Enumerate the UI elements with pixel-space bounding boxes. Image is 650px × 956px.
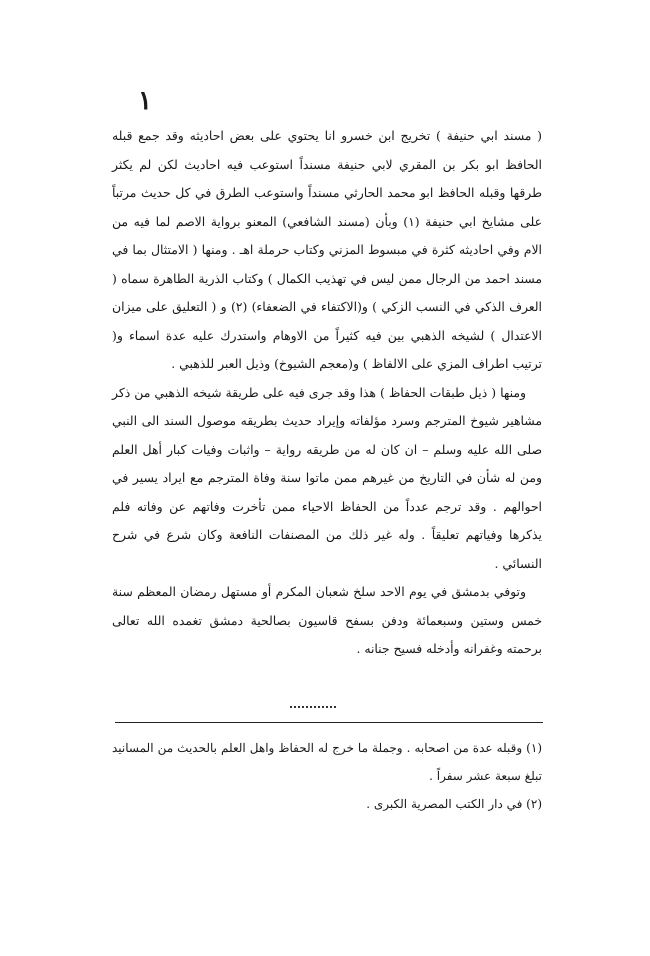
footnote-separator — [115, 722, 543, 723]
footnote-2: (٢) في دار الكتب المصرية الكبرى . — [366, 797, 542, 811]
paragraph-1: ( مسند ابي حنيفة ) تخريج ابن خسرو انا يحتوي على بعض احاديثه وقد جمع قبله الحافظ ابو بكر بن المقري لابي حنيفة مسنداً استوعب فيه احاديث لكن لم يكثر طرقها وقبله الحافظ ابو محمد الحارثي مسنداً واستوعب الطرق في كل حديث مرتباً على مشايخ ابي حنيفة (١) وبأن (مسند الشافعي) المعنو برواية الاصم لما فيه من الام وفي احاديثه كثرة في مبسوط المزني وكتاب حرملة اهـ . ومنها ( الامتثال بما في مسند احمد من الرجال ممن ليس في تهذيب الكمال ) وكتاب الذرية الطاهرة سماه ( العرف الذكي في النسب الزكي ) و(الاكتفاء في الضعفاء) (٢) و ( التعليق على ميزان الاعتدال ) لشيخه الذهبي بين فيه كثيراً من الاوهام واستدرك عليه عدة اسماء و( ترتيب اطراف المزي على الالفاظ ) و(معجم الشيوخ) وذيل العبر للذهبي . — [112, 128, 542, 371]
body-text — [112, 122, 542, 664]
section-ornament — [290, 706, 336, 708]
page-number: ١ — [138, 86, 152, 116]
paragraph-3: وتوفي بدمشق في يوم الاحد سلخ شعبان المكرم أو مستهل رمضان المعظم سنة خمس وستين وسبعمائة ودفن بسفح قاسيون بصالحية دمشق تغمده الله تعالى برحمته وغفرانه وأدخله فسيح جنانه . — [112, 584, 542, 656]
footnotes — [112, 734, 542, 818]
footnote-1: (١) وقبله عدة من اصحابه . وجملة ما خرج له الحفاظ واهل العلم بالحديث من المسانيد تبلغ سبعة عشر سفراً . — [112, 741, 542, 783]
paragraph-2: ومنها ( ذيل طبقات الحفاظ ) هذا وقد جرى فيه على طريقة شيخه الذهبي من ذكر مشاهير شيوخ المترجم وسرد مؤلفاته وإيراد حديث بطريقه موصول السند الى النبي صلى الله عليه وسلم – ان كان له من طريقه رواية – واثبات وفيات كبار أهل العلم ومن له شأن في التاريخ من غيرهم ممن ماتوا سنة وفاة المترجم مع ايراد يسير في احوالهم . وقد ترجم عدداً من الحفاظ الاحياء ممن تأخرت وفاتهم عن وفاته فلم يذكرها وفياتهم تعليقاً . وله غير ذلك من المصنفات النافعة وكان شرع في شرح النسائي . — [112, 384, 542, 571]
